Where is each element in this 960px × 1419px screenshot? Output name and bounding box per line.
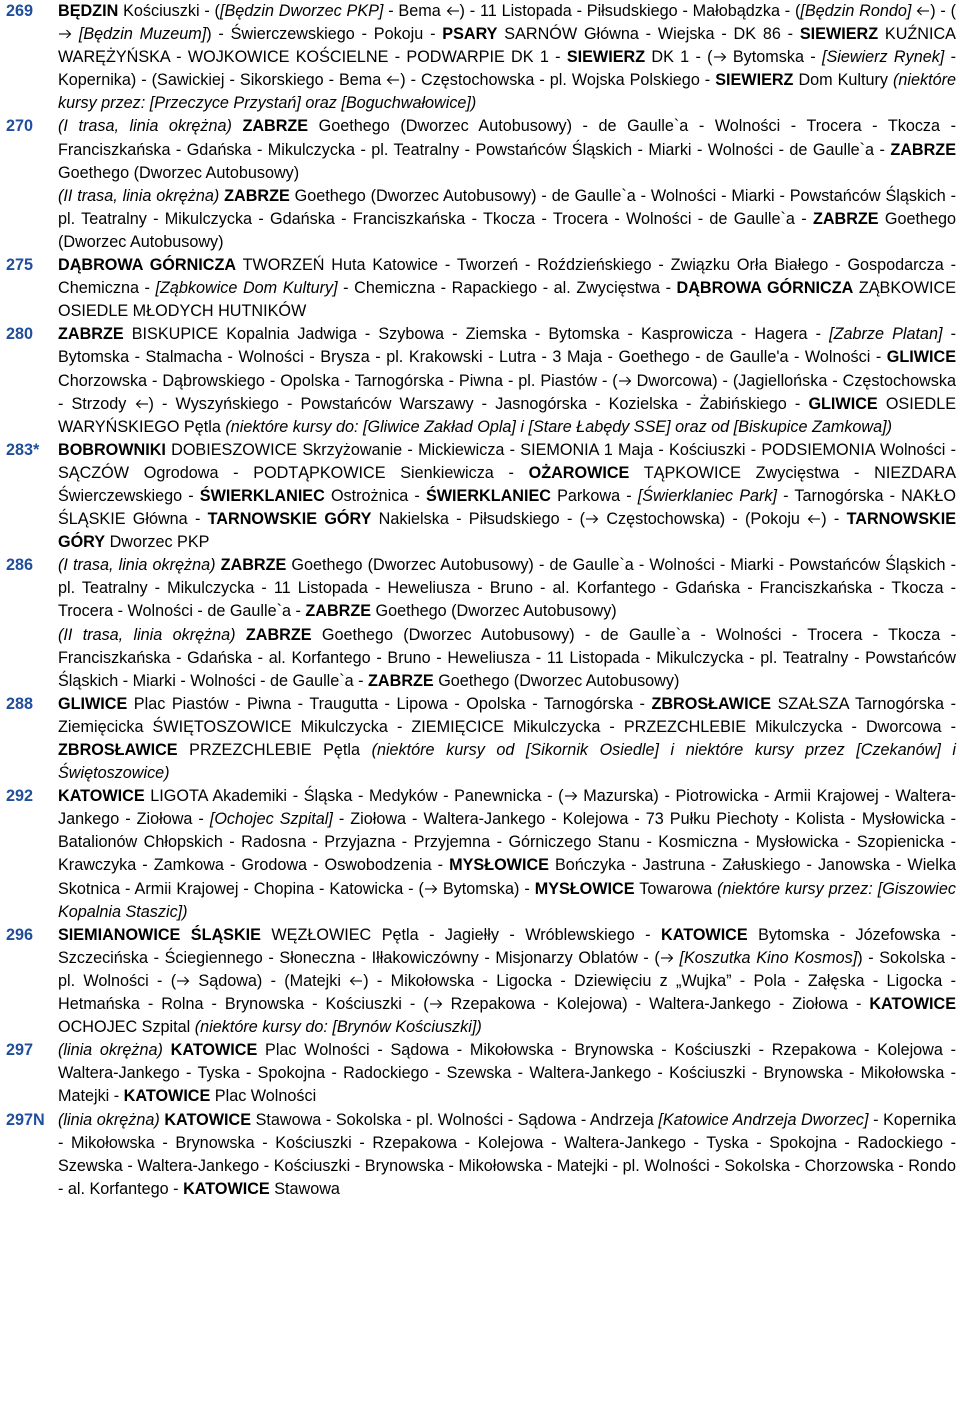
street-list: LIGOTA Akademiki - Śląska - Medyków - Panewnicka - ( <box>144 787 564 806</box>
town-name: TARNOWSKIE GÓRY <box>207 510 372 529</box>
route-description <box>58 785 958 924</box>
route-entry <box>0 554 960 693</box>
left-arrow-icon <box>446 5 460 17</box>
town-name: ZBROSŁAWICE <box>58 741 178 759</box>
street-list: ) - ( <box>930 2 956 20</box>
street-list: Dworcowa) - (Jagiellońska - Częstochowska - Strzody <box>58 371 957 413</box>
street-list: Ostrożnica - <box>324 486 426 505</box>
town-name: KATOWICE <box>869 995 956 1014</box>
street-list: Chorzowska - Dąbrowskiego - Opolska - Tarnogórska - Piwna - pl. Piastów - ( <box>58 371 618 390</box>
route-variant <box>58 924 956 1039</box>
street-list: ) - Częstochowska - pl. Wojska Polskiego - <box>400 71 716 90</box>
route-description <box>58 693 958 785</box>
right-arrow-icon <box>429 998 443 1010</box>
street-list <box>236 626 246 644</box>
route-variant <box>58 439 956 554</box>
street-list: Goethego (Dworzec Autobusowy) - de Gaulle`a - Wolności - Miarki - Powstańców Śląskich - pl. Teatralny - Mikulczycka - Gdańska - Franciszkańska - Tkocza - Trocera - Wolności - de Gaulle`a - <box>58 186 956 228</box>
street-list: ) - Mikołowska - Ligocka - Dziewięciu z „Wujka” - Pola - Załęska - Ligocka - Hetmańska - Rolna - Brynowska - Kościuszki - ( <box>58 971 956 1014</box>
town-name: BOBROWNIKI <box>58 440 166 459</box>
route-note: [Ochojec Szpital] <box>209 810 333 829</box>
street-list: Bończyka - Jastruna - Załuskiego - Janowska - Wielka Skotnica - Armii Krajowej - Chopina - Katowicka - ( <box>58 856 956 898</box>
street-list: OCHOJEC Szpital <box>58 1018 195 1037</box>
street-list: Częstochowska) - (Pokoju <box>599 510 808 529</box>
route-description <box>58 254 958 323</box>
route-note: (niektóre kursy od [Sikornik Osiedle] i niektóre kursy przez [Czekanów] i Świętoszowice) <box>58 741 956 783</box>
town-name: ZABRZE <box>224 186 290 205</box>
street-list: Goethego (Dworzec Autobusowy) <box>58 163 300 182</box>
route-note: [Koszutka Kino Kosmos] <box>679 948 858 967</box>
route-variant <box>58 693 956 785</box>
street-list <box>163 1041 171 1059</box>
route-number: 280 <box>6 325 34 344</box>
town-name: ZABRZE <box>220 556 287 575</box>
route-entry <box>0 323 960 438</box>
right-arrow-icon <box>713 51 727 63</box>
route-variant <box>58 115 956 184</box>
town-name: SIEWIERZ <box>566 48 646 67</box>
town-name: ŚWIERKLANIEC <box>425 486 551 505</box>
route-note: [Świerklaniec Park] <box>637 486 778 505</box>
route-number: 269 <box>6 2 34 20</box>
route-number: 270 <box>6 117 34 136</box>
route-number: 292 <box>6 787 34 806</box>
route-note: (I trasa, linia okrężna) <box>58 556 216 575</box>
street-list: Rzepakowa - Kolejowa) - Waltera-Jankego - Ziołowa - <box>442 995 870 1014</box>
route-note: [Będzin Muzeum] <box>78 25 207 44</box>
town-name: MYSŁOWICE <box>449 856 549 875</box>
route-entry <box>0 115 960 254</box>
route-entry <box>0 0 960 115</box>
street-list: DK 1 - ( <box>645 48 713 67</box>
street-list: KUŹNICA WARĘŻYŃSKA - WOJKOWICE KOŚCIELNE - PODWARPIE DK 1 - <box>58 25 956 67</box>
route-number: 297 <box>6 1041 34 1060</box>
street-list: - Ziołowa - Waltera-Jankego - Kolejowa - 73 Pułku Piechoty - Kolista - Mysłowicka - Batalionów Chłopskich - Radosna - Przyjazna - Przyjemna - Górniczego Stanu - Kosmiczna - Mysłowicka - Szopienicka - Krawczyka - Zamkowa - Grodowa - Oswobodzenia - <box>58 810 956 875</box>
street-list: Stawowa <box>269 1179 340 1198</box>
route-entry <box>0 1109 960 1201</box>
street-list: Bytomska - Józefowska - Szczecińska - Ściegiennego - Słoneczna - Iłłakowiczówny - Misjonarzy Oblatów - ( <box>58 925 956 967</box>
street-list: ZĄBKOWICE OSIEDLE MŁODYCH HUTNIKÓW <box>58 279 956 321</box>
town-name: KATOWICE <box>164 1110 251 1129</box>
street-list: WĘZŁOWIEC Pętla - Jagiełły - Wróblewskiego - <box>260 925 662 944</box>
left-arrow-icon <box>807 513 821 525</box>
town-name: ZABRZE <box>890 140 956 159</box>
right-arrow-icon <box>564 790 578 802</box>
right-arrow-icon <box>58 28 72 40</box>
street-list: Plac Wolności - Sądowa - Mikołowska - Brynowska - Kościuszki - Rzepakowa - Kolejowa - Waltera-Jankego - Tyska - Spokojna - Radockiego - Szewska - Waltera-Jankego - Kościuszki - Brynowska - Mikołowska - Matejki - <box>58 1041 956 1106</box>
street-list: Goethego (Dworzec Autobusowy) <box>58 209 957 251</box>
street-list: PRZEZCHLEBIE Pętla <box>177 741 372 759</box>
route-variant <box>58 624 956 693</box>
street-list <box>232 117 243 135</box>
route-note: (niektóre kursy do: [Gliwice Zakład Opla] i [Stare Łabędy SSE] oraz od [Biskupice Zamkowa]) <box>225 417 892 436</box>
town-name: DĄBROWA GÓRNICZA <box>58 256 237 275</box>
town-name: ZABRZE <box>245 625 312 644</box>
town-name: SIEWIERZ <box>715 71 794 90</box>
street-list: - Tarnogórska - NAKŁO ŚLĄSKIE Główna - <box>58 486 956 529</box>
route-note: (II trasa, linia okrężna) <box>58 625 236 644</box>
street-list: Goethego (Dworzec Autobusowy) - de Gaulle`a - Wolności - Trocera - Tkocza - Franciszkańska - Gdańska - al. Korfantego - Bruno - Heweliusza - 11 Listopada - Mikulczycka - pl. Teatralny - Powstańców Śląskich - Miarki - Wolności - de Gaulle`a - <box>58 625 956 690</box>
street-list: OSIEDLE WARYŃSKIEGO Pętla <box>58 394 956 436</box>
town-name: ZABRZE <box>812 209 879 228</box>
route-note: [Zabrze Platan] <box>829 325 943 344</box>
town-name: BĘDZIN <box>58 2 119 20</box>
town-name: KATOWICE <box>170 1041 258 1060</box>
route-number: 286 <box>6 556 34 575</box>
town-name: ZABRZE <box>242 117 309 136</box>
street-list: Plac Piastów - Piwna - Traugutta - Lipowa - Opolska - Tarnogórska - <box>127 694 652 713</box>
town-name: ZABRZE <box>58 325 124 344</box>
street-list: TWORZEŃ Huta Katowice - Tworzeń - Roździeńskiego - Związku Orła Białego - Gospodarcza - Chemiczna - <box>58 256 956 298</box>
route-entry <box>0 1039 960 1108</box>
route-entry <box>0 924 960 1039</box>
town-name: KATOWICE <box>661 925 748 944</box>
route-variant <box>58 185 956 254</box>
left-arrow-icon <box>349 975 363 987</box>
town-name: GLIWICE <box>58 694 128 713</box>
route-variant <box>58 1109 956 1201</box>
street-list: SARNÓW Główna - Wiejska - DK 86 - <box>497 25 800 44</box>
route-note: (linia okrężna) <box>58 1041 163 1060</box>
street-list: Goethego (Dworzec Autobusowy) <box>433 671 680 690</box>
route-description <box>58 1039 958 1108</box>
street-list: - Kopernika - Mikołowska - Brynowska - Kościuszki - Rzepakowa - Kolejowa - Waltera-Jankego - Tyska - Spokojna - Radockiego - Szewska - Waltera-Jankego - Kościuszki - Brynowska - Mikołowska - Matejki - pl. Wolności - Sokolska - Chorzowska - Rondo - al. Korfantego - <box>58 1110 956 1198</box>
town-name: GLIWICE <box>886 348 956 367</box>
route-number: 288 <box>6 694 34 713</box>
street-list: Dworzec PKP <box>105 533 210 552</box>
town-name: ZABRZE <box>305 602 372 621</box>
street-list: Mazurska) - Piotrowicka - Armii Krajowej - Waltera-Jankego - Ziołowa - <box>58 787 956 829</box>
street-list <box>72 25 79 43</box>
route-variant <box>58 1039 956 1108</box>
town-name: ZABRZE <box>368 671 434 690</box>
right-arrow-icon <box>660 952 674 964</box>
street-list: TĄPKOWICE Zwycięstwa - NIEZDARA Świerczewskiego - <box>58 463 956 505</box>
street-list: - Kopernika) - (Sawickiej - Sikorskiego - Bema <box>58 48 957 90</box>
route-number: 297N <box>6 1110 45 1129</box>
town-name: DĄBROWA GÓRNICZA <box>676 279 854 298</box>
street-list: Stawowa - Sokolska - pl. Wolności - Sądowa - Andrzeja <box>251 1110 659 1129</box>
town-name: KATOWICE <box>183 1179 270 1198</box>
route-note: (I trasa, linia okrężna) <box>58 117 232 136</box>
route-description <box>58 439 958 554</box>
street-list: - Bema <box>383 2 446 20</box>
route-entry <box>0 785 960 924</box>
street-list: ) - 11 Listopada - Piłsudskiego - Małobądzka - ( <box>459 2 801 20</box>
street-list: ) - Świerczewskiego - Pokoju - <box>206 25 443 44</box>
town-name: TARNOWSKIE GÓRY <box>58 510 956 552</box>
route-description <box>58 1109 958 1201</box>
right-arrow-icon <box>585 513 599 525</box>
left-arrow-icon <box>135 398 149 410</box>
route-variant <box>58 0 956 115</box>
town-name: ŚWIERKLANIEC <box>199 486 325 505</box>
route-variant <box>58 254 956 323</box>
route-note: [Będzin Dworzec PKP] <box>219 2 384 20</box>
street-list: Bytomska) - <box>437 879 535 898</box>
route-description <box>58 115 958 254</box>
route-note: (niektóre kursy przez: [Giszowiec Kopalnia Staszic]) <box>58 879 956 921</box>
route-note: [Siewierz Rynek] <box>821 48 945 67</box>
town-name: KATOWICE <box>58 787 145 806</box>
street-list: BISKUPICE Kopalnia Jadwiga - Szybowa - Ziemska - Bytomska - Kasprowicza - Hagera - <box>123 325 830 344</box>
street-list: SZAŁSZA Tarnogórska - Ziemięcicka ŚWIĘTOSZOWICE Mikulczycka - ZIEMIĘCICE Mikulczycka - PRZEZCHLEBIE Mikulczycka - Dworcowa - <box>58 694 956 736</box>
town-name: SIEMIANOWICE ŚLĄSKIE <box>58 925 261 944</box>
street-list: - Bytomska - Stalmacha - Wolności - Brysza - pl. Krakowski - Lutra - 3 Maja - Goethego - de Gaulle'a - Wolności - <box>58 325 956 367</box>
route-note: [Katowice Andrzeja Dworzec] <box>658 1110 869 1129</box>
street-list: Dom Kultury <box>793 71 893 90</box>
street-list: Goethego (Dworzec Autobusowy) - de Gaulle`a - Wolności - Trocera - Tkocza - Franciszkańska - Gdańska - Mikulczycka - pl. Teatralny - Powstańców Śląskich - Miarki - Wolności - de Gaulle`a - <box>58 117 956 159</box>
street-list: Bytomska - <box>726 48 822 67</box>
street-list: Goethego (Dworzec Autobusowy) - de Gaulle`a - Wolności - Miarki - Powstańców Śląskich - pl. Teatralny - Mikulczycka - 11 Listopada - Heweliusza - Bruno - al. Korfantego - Gdańska - Franciszkańska - Tkocza - Trocera - Wolności - de Gaulle`a - <box>58 556 957 621</box>
town-name: ZBROSŁAWICE <box>651 694 772 713</box>
route-variant <box>58 323 956 438</box>
route-entry <box>0 439 960 554</box>
street-list: ) - <box>821 510 847 529</box>
route-description <box>58 924 958 1039</box>
street-list: Kościuszki - ( <box>118 2 220 20</box>
route-entry <box>0 693 960 785</box>
right-arrow-icon <box>176 975 190 987</box>
route-note: (niektóre kursy przez: [Przeczyce Przystań] oraz [Boguchwałowice]) <box>58 71 956 113</box>
street-list: Nakielska - Piłsudskiego - ( <box>371 510 586 529</box>
route-number: 283* <box>6 440 40 459</box>
route-description <box>58 554 958 693</box>
street-list: Towarowa <box>634 879 718 898</box>
route-entry <box>0 254 960 323</box>
street-list: ) - Sokolska - pl. Wolności - ( <box>58 948 956 990</box>
route-number: 296 <box>6 925 34 944</box>
route-number: 275 <box>6 256 34 275</box>
town-name: PSARY <box>442 25 498 44</box>
route-note: (II trasa, linia okrężna) <box>58 186 220 205</box>
route-note: [Będzin Rondo] <box>800 2 912 20</box>
street-list: Plac Wolności <box>210 1087 317 1106</box>
route-description <box>58 323 958 438</box>
street-list: DOBIESZOWICE Skrzyżowanie - Mickiewicza - SIEMONIA 1 Maja - Kościuszki - PODSIEMONIA Wolności - SĄCZÓW Ogrodowa - PODTĄPKOWICE Sienkiewicza - <box>58 440 956 482</box>
left-arrow-icon <box>916 5 930 17</box>
street-list: - Chemiczna - Rapackiego - al. Zwycięstwa - <box>337 279 677 298</box>
street-list: Sądowa) - (Matejki <box>190 971 350 990</box>
right-arrow-icon <box>618 375 632 387</box>
route-description <box>58 0 958 115</box>
street-list: Goethego (Dworzec Autobusowy) <box>371 602 617 621</box>
town-name: KATOWICE <box>123 1087 211 1106</box>
town-name: SIEWIERZ <box>799 25 879 44</box>
town-name: GLIWICE <box>808 394 878 413</box>
route-note: (niektóre kursy do: [Brynów Kościuszki]) <box>194 1018 482 1037</box>
route-note: [Ząbkowice Dom Kultury] <box>155 279 338 298</box>
route-variant <box>58 785 956 924</box>
right-arrow-icon <box>424 883 438 895</box>
street-list: Parkowa - <box>550 486 638 505</box>
town-name: OŻAROWICE <box>528 463 630 482</box>
left-arrow-icon <box>386 74 400 86</box>
town-name: MYSŁOWICE <box>534 879 635 898</box>
route-variant <box>58 554 956 623</box>
street-list: ) - Wyszyńskiego - Powstańców Warszawy - Jasnogórska - Kozielska - Żabińskiego - <box>148 394 809 413</box>
route-note: (linia okrężna) <box>58 1110 160 1129</box>
